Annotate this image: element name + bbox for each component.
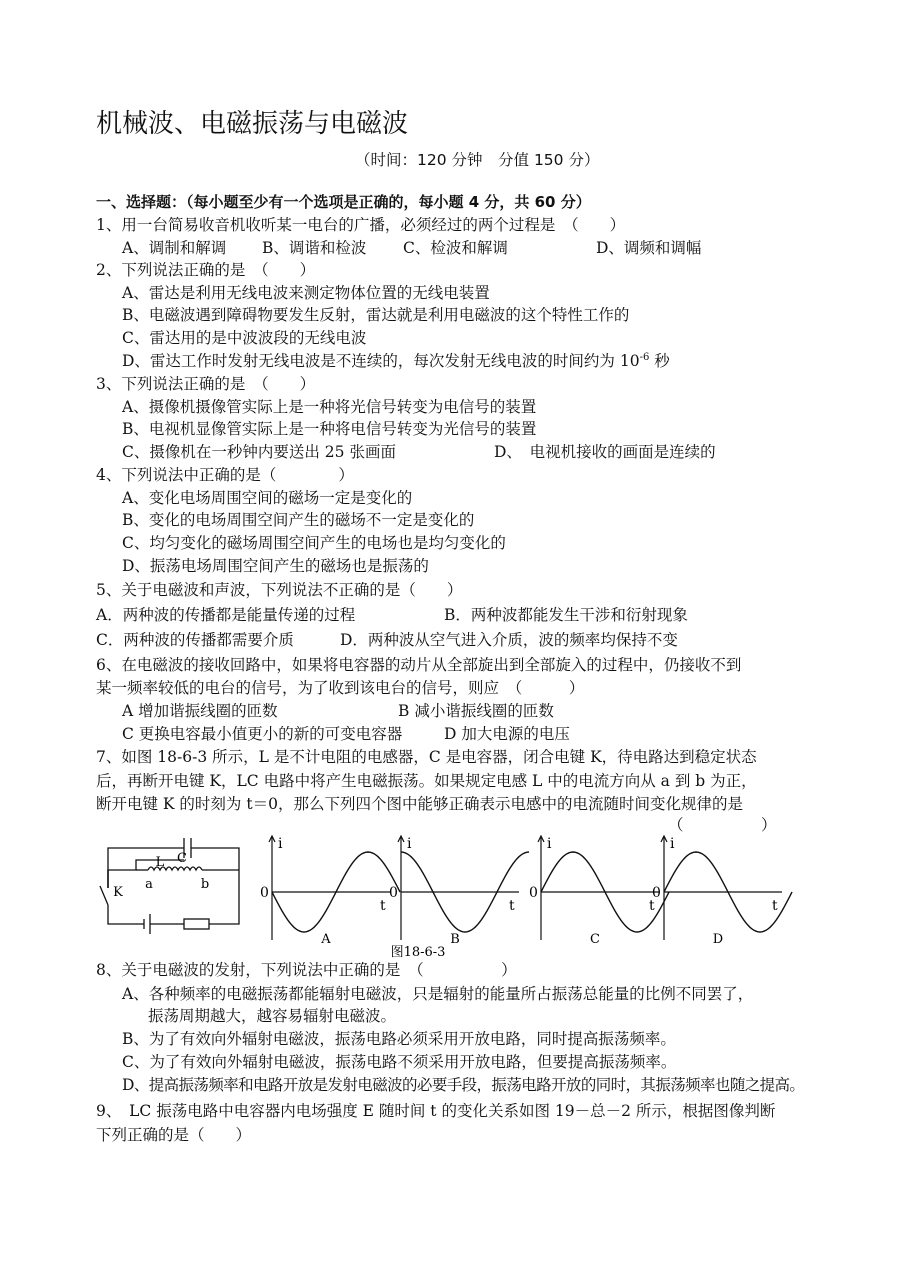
graph-a-i-label: i bbox=[278, 836, 283, 852]
q6-stem-line1: 6、在电磁波的接收回路中，如果将电容器的动片从全部旋出到全部旋入的过程中，仍接收不到 bbox=[96, 656, 742, 674]
circuit-wire-bottom-left bbox=[108, 905, 144, 924]
q1-option-b: B、调谐和检波 bbox=[262, 239, 367, 257]
q2-option-c: C、雷达用的是中波波段的无线电波 bbox=[122, 329, 367, 347]
switch-blade bbox=[100, 886, 108, 905]
q2-stem: 2、下列说法正确的是 （ ） bbox=[96, 261, 316, 279]
graph-a-origin-label: 0 bbox=[260, 885, 269, 901]
q9-stem-line2: 下列正确的是（ ） bbox=[96, 1126, 252, 1144]
graph-d-t-label: t bbox=[772, 898, 778, 914]
q3-option-a: A、摄像机摄像管实际上是一种将光信号转变为电信号的装置 bbox=[122, 398, 537, 416]
q8-option-a-line1: A、各种频率的电磁振荡都能辐射电磁波，只是辐射的能量所占振荡总能量的比例不同罢了， bbox=[122, 985, 754, 1003]
label-capacitor: C bbox=[177, 851, 187, 866]
q1-option-d: D、调频和调幅 bbox=[596, 239, 702, 257]
graph-c-origin-label: 0 bbox=[529, 885, 538, 901]
page-subtitle: （时间：120 分钟 分值 150 分） bbox=[355, 151, 600, 169]
q7-stem-line1: 7、如图 18-6-3 所示，L 是不计电阻的电感器，C 是电容器，闭合电键 K，待电路达到稳定状态 bbox=[96, 748, 757, 766]
q3-option-c: C、摄像机在一秒钟内要送出 25 张画面 bbox=[122, 443, 396, 461]
q5-stem: 5、关于电磁波和声波，下列说法不正确的是（ ） bbox=[96, 581, 463, 599]
q8-stem: 8、关于电磁波的发射，下列说法中正确的是 （ ） bbox=[96, 961, 517, 979]
label-point-a: a bbox=[145, 877, 153, 892]
page-title: 机械波、电磁振荡与电磁波 bbox=[96, 109, 409, 139]
q5-option-d: D．两种波从空气进入介质，波的频率均保持不变 bbox=[340, 631, 678, 649]
q6-stem-line2: 某一频率较低的电台的信号，为了收到该电台的信号，则应 （ ） bbox=[96, 679, 585, 697]
q6-option-a: A 增加谐振线圈的匝数 bbox=[122, 702, 278, 720]
q2-option-a: A、雷达是利用无线电波来测定物体位置的无线电装置 bbox=[122, 284, 490, 302]
graph-c-name: C bbox=[590, 932, 600, 947]
graph-b-t-label: t bbox=[509, 898, 515, 914]
q8-option-d: D、提高振荡频率和电路开放是发射电磁波的必要手段，振荡电路开放的同时，其振荡频率也随之提高。 bbox=[122, 1076, 805, 1094]
q4-stem: 4、下列说法中正确的是（ ） bbox=[96, 466, 354, 484]
q7-stem-line2: 后，再断开电键 K，LC 电路中将产生电磁振荡。如果规定电感 L 中的电流方向从 a 到 b 为正， bbox=[96, 772, 757, 790]
q6-option-c: C 更换电容最小值更小的新的可变电容器 bbox=[122, 725, 403, 743]
q7-stem-line3: 断开电键 K 的时刻为 t＝0，那么下列四个图中能够正确表示电感中的电流随时间变化规律的是 bbox=[96, 795, 743, 813]
q2-exponent: -6 bbox=[639, 351, 650, 363]
graph-b-name: B bbox=[450, 932, 460, 947]
q4-option-b: B、变化的电场周围空间产生的磁场不一定是变化的 bbox=[122, 511, 475, 529]
q5-option-a: A．两种波的传播都是能量传递的过程 bbox=[96, 606, 356, 624]
section-heading: 一、选择题：（每小题至少有一个选项是正确的，每小题 4 分，共 60 分） bbox=[96, 193, 591, 211]
q3-option-b: B、电视机显像管实际上是一种将电信号转变为光信号的装置 bbox=[122, 420, 537, 438]
graph-b-origin-label: 0 bbox=[389, 885, 398, 901]
graph-d-origin-label: 0 bbox=[652, 885, 661, 901]
q3-option-d: D、 电视机接收的画面是连续的 bbox=[494, 443, 716, 461]
q1-option-c: C、检波和解调 bbox=[403, 239, 508, 257]
q1-stem: 1、用一台简易收音机收听某一电台的广播，必须经过的两个过程是 （ ） bbox=[96, 216, 626, 234]
q8-option-c: C、为了有效向外辐射电磁波，振荡电路不须采用开放电路，但要提高振荡频率。 bbox=[122, 1053, 677, 1071]
q2-option-b: B、电磁波遇到障碍物要发生反射，雷达就是利用电磁波的这个特性工作的 bbox=[122, 306, 630, 324]
q3-stem: 3、下列说法正确的是 （ ） bbox=[96, 375, 316, 393]
q4-option-a: A、变化电场周围空间的磁场一定是变化的 bbox=[122, 489, 413, 507]
q5-option-b: B．两种波都能发生干涉和衍射现象 bbox=[444, 606, 688, 624]
label-inductor: L bbox=[155, 855, 165, 870]
q6-option-d: D 加大电源的电压 bbox=[444, 725, 570, 743]
q9-stem-line1: 9、 LC 振荡电路中电容器内电场强度 E 随时间 t 的变化关系如图 19－总－2 所示，根据图像判断 bbox=[96, 1102, 776, 1120]
graph-a-t-label: t bbox=[380, 898, 386, 914]
graph-d-name: D bbox=[712, 932, 724, 947]
q2-option-d: D、雷达工作时发射无线电波是不连续的，每次发射无线电波的时间约为 $10^{-6}$ 秒 bbox=[122, 351, 670, 370]
graph-c-i-label: i bbox=[547, 836, 552, 852]
current-graphs bbox=[260, 836, 792, 947]
q4-option-c: C、均匀变化的磁场周围空间产生的电场也是均匀变化的 bbox=[122, 534, 506, 552]
q7-answer-bracket: （ ） bbox=[668, 816, 777, 834]
q7-figure bbox=[96, 830, 796, 960]
label-switch: K bbox=[113, 885, 123, 900]
graph-d-i-label: i bbox=[670, 836, 675, 852]
figure-caption: 图18-6-3 bbox=[390, 945, 446, 960]
circuit-wire-right bbox=[209, 870, 239, 924]
q5-option-c: C．两种波的传播都需要介质 bbox=[96, 631, 294, 649]
q4-option-d: D、振荡电场周围空间产生的磁场也是振荡的 bbox=[122, 557, 429, 575]
q1-option-a: A、调制和解调 bbox=[122, 239, 227, 257]
graph-c-t-label: t bbox=[649, 898, 655, 914]
q6-option-b: B 减小谐振线圈的匝数 bbox=[398, 702, 554, 720]
q8-option-b: B、为了有效向外辐射电磁波，振荡电路必须采用开放电路，同时提高振荡频率。 bbox=[122, 1030, 676, 1048]
graph-b-i-label: i bbox=[407, 836, 412, 852]
resistor bbox=[184, 919, 209, 929]
label-point-b: b bbox=[200, 877, 210, 892]
graph-a-name: A bbox=[321, 932, 331, 947]
q8-option-a-line2: 振荡周期越大，越容易辐射电磁波。 bbox=[148, 1007, 397, 1025]
